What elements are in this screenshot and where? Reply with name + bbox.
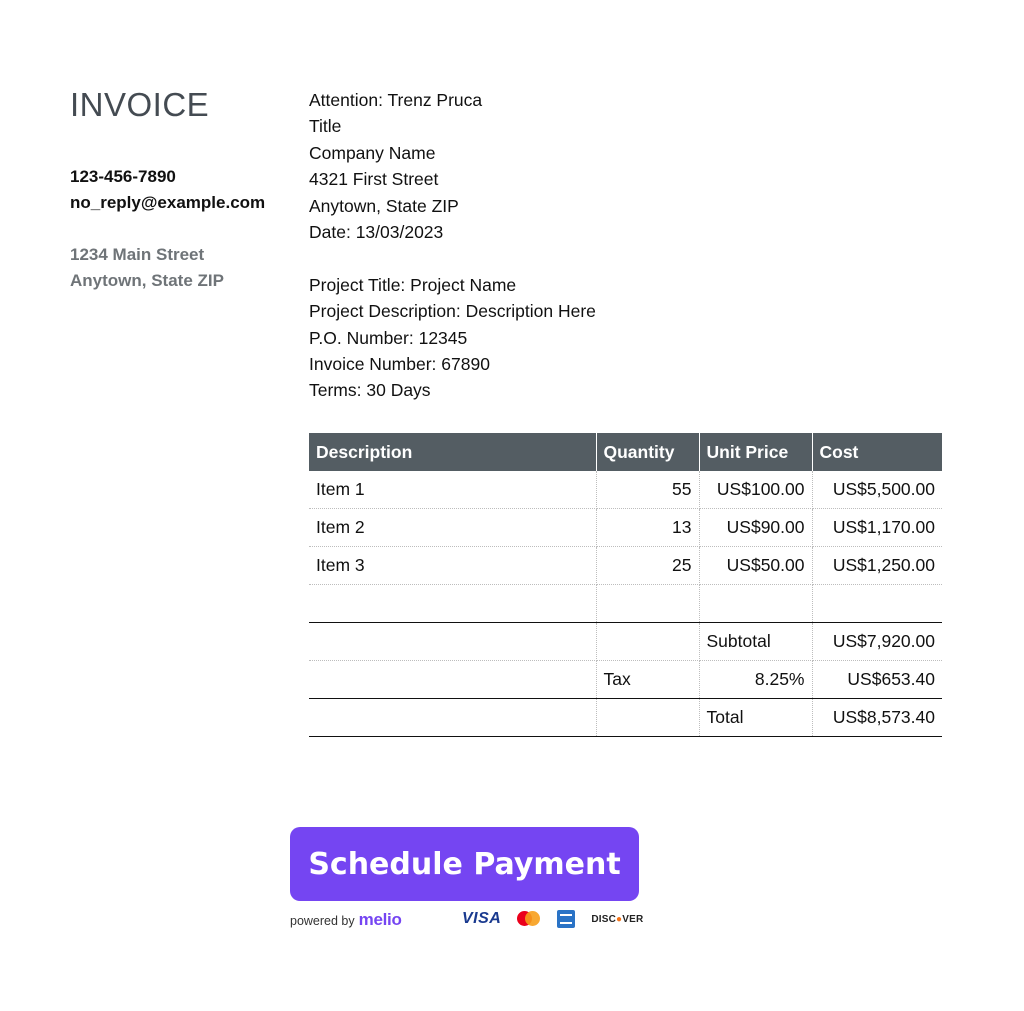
subtotal-row [309, 623, 942, 661]
recipient-city: Anytown, State ZIP [309, 195, 459, 216]
invoice-details [309, 87, 949, 404]
recipient-attention: Attention: Trenz Pruca [309, 90, 483, 110]
visa-icon: VISA [462, 910, 502, 927]
table-row [309, 547, 942, 585]
recipient-title: Title [309, 116, 342, 137]
subtotal-label: Subtotal [699, 623, 812, 661]
sender-phone: 123-456-7890 [70, 167, 176, 186]
item-description: Item 1 [309, 471, 596, 509]
item-unit-price: US$100.00 [699, 471, 812, 509]
header-quantity: Quantity [596, 433, 699, 471]
schedule-payment-button[interactable]: Schedule Payment [290, 827, 639, 901]
total-row [309, 699, 942, 737]
item-description: Item 2 [309, 509, 596, 547]
header-cost: Cost [812, 433, 942, 471]
powered-by-melio [290, 910, 402, 930]
item-unit-price: US$50.00 [699, 547, 812, 585]
amex-icon [557, 910, 575, 928]
item-quantity: 25 [596, 547, 699, 585]
recipient-company: Company Name [309, 142, 436, 163]
item-cost: US$1,170.00 [812, 509, 942, 547]
mastercard-icon [517, 910, 541, 928]
item-unit-price: US$90.00 [699, 509, 812, 547]
recipient-street: 4321 First Street [309, 169, 439, 190]
accepted-cards [462, 910, 643, 928]
item-quantity: 55 [596, 471, 699, 509]
item-description: Item 3 [309, 547, 596, 585]
tax-row [309, 661, 942, 699]
table-row [309, 471, 942, 509]
powered-by-text: powered by [290, 914, 355, 928]
tax-value: US$653.40 [812, 661, 942, 699]
sender-address [70, 242, 300, 294]
sender-email: no_reply@example.com [70, 193, 266, 212]
project-title: Project Title: Project Name [309, 274, 517, 295]
tax-label: Tax [596, 661, 699, 699]
sender-contact [70, 164, 300, 216]
discover-icon: DISC●VER [591, 913, 644, 925]
total-value: US$8,573.40 [812, 699, 942, 737]
project-description: Project Description: Description Here [309, 301, 596, 322]
recipient-block [309, 87, 949, 245]
subtotal-value: US$7,920.00 [812, 623, 942, 661]
invoice-title: INVOICE [70, 86, 210, 123]
invoice-number: Invoice Number: 67890 [309, 354, 490, 375]
tax-rate: 8.25% [699, 661, 812, 699]
table-row [309, 509, 942, 547]
po-number: P.O. Number: 12345 [309, 327, 468, 348]
item-cost: US$1,250.00 [812, 547, 942, 585]
invoice-date: Date: 13/03/2023 [309, 222, 444, 243]
empty-row [309, 585, 942, 623]
table-header-row [309, 433, 942, 471]
header-description: Description [309, 433, 596, 471]
line-items-table [309, 433, 942, 737]
melio-logo: melio [358, 910, 402, 929]
item-cost: US$5,500.00 [812, 471, 942, 509]
sender-city: Anytown, State ZIP [70, 271, 224, 290]
project-block [309, 272, 949, 404]
header-unit-price: Unit Price [699, 433, 812, 471]
payment-terms: Terms: 30 Days [309, 380, 431, 401]
total-label: Total [699, 699, 812, 737]
sender-street: 1234 Main Street [70, 245, 205, 264]
sender-block [70, 86, 300, 294]
item-quantity: 13 [596, 509, 699, 547]
